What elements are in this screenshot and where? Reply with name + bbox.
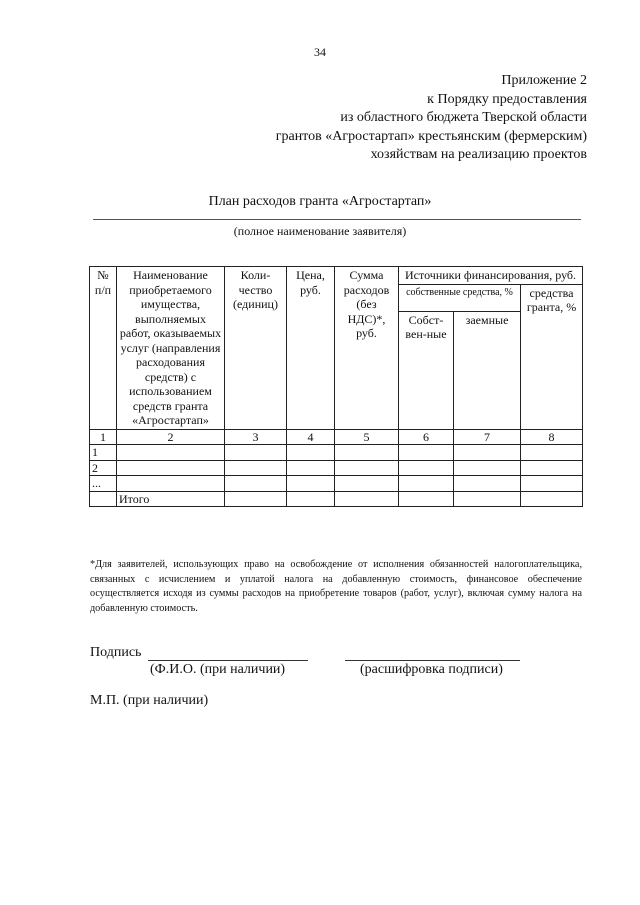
appendix-line: грантов «Агростартап» крестьянским (фермерским) <box>275 128 587 144</box>
table-row <box>90 460 583 476</box>
total-label: Итого <box>117 491 225 507</box>
table-cell <box>521 460 583 476</box>
table-cell <box>225 491 287 507</box>
table-cell <box>399 491 454 507</box>
table-cell <box>454 476 521 492</box>
table-cell <box>287 491 335 507</box>
table-cell <box>287 460 335 476</box>
appendix-line: хозяйствам на реализацию проектов <box>370 147 587 162</box>
signature-decode-line <box>345 660 520 661</box>
table-cell <box>335 491 399 507</box>
header-name: Наименование приобретаемого имущества, выполняемых работ, оказываемых услуг (направления расходования средств) с использованием средств гранта «Агростартап» <box>117 267 225 430</box>
header-price: Цена, руб. <box>287 267 335 430</box>
column-number: 2 <box>117 429 225 445</box>
table-cell <box>90 491 117 507</box>
appendix-line: к Порядку предоставления <box>427 91 587 107</box>
table-cell <box>287 476 335 492</box>
table-cell <box>117 460 225 476</box>
table-cell <box>335 445 399 461</box>
header-num: № п/п <box>90 267 117 430</box>
column-number: 4 <box>287 429 335 445</box>
table-cell <box>454 491 521 507</box>
applicant-caption: (полное наименование заявителя) <box>233 224 407 238</box>
table-cell <box>117 476 225 492</box>
footnote: *Для заявителей, использующих право на освобождение от исполнения обязанностей налогоплательщика, связанных с исчислением и уплатой налога на добавленную стоимость, финансовое обеспечение осуществляется исходя из суммы расходов на приобретение товаров (работ, услуг), включая сумму налога на добавленную стоимость. <box>90 559 582 614</box>
column-number: 5 <box>335 429 399 445</box>
table-cell <box>225 476 287 492</box>
table-cell <box>399 476 454 492</box>
header-own-loan: заемные <box>454 311 521 429</box>
table-cell <box>521 491 583 507</box>
header-qty: Коли-чество (единиц) <box>225 267 287 430</box>
appendix-line: Приложение 2 <box>501 73 587 88</box>
table-cell <box>117 445 225 461</box>
applicant-name-line <box>93 219 581 220</box>
column-number: 3 <box>225 429 287 445</box>
table-cell <box>287 445 335 461</box>
table-cell <box>335 476 399 492</box>
signature-fio-caption: (Ф.И.О. (при наличии) <box>150 662 286 677</box>
header-own-funds: собственные средства, % <box>399 284 521 311</box>
table-cell <box>225 445 287 461</box>
header-sources: Источники финансирования, руб. <box>399 267 583 285</box>
table-cell <box>225 460 287 476</box>
expense-plan-table <box>89 266 583 507</box>
page-number: 34 <box>314 45 326 59</box>
stamp-label: М.П. (при наличии) <box>90 693 209 708</box>
table-row <box>90 445 583 461</box>
table-cell <box>335 460 399 476</box>
appendix-header <box>276 72 587 165</box>
table-cell <box>521 476 583 492</box>
header-own-self: Собст-вен-ные <box>399 311 454 429</box>
table-cell <box>521 445 583 461</box>
column-number: 7 <box>454 429 521 445</box>
table-row-total <box>90 491 583 507</box>
row-number: ... <box>90 476 117 492</box>
table-cell <box>454 460 521 476</box>
table-cell <box>399 445 454 461</box>
signature-decode-caption: (расшифровка подписи) <box>360 662 503 677</box>
table-cell <box>399 460 454 476</box>
table-row <box>90 476 583 492</box>
column-number: 8 <box>521 429 583 445</box>
row-number: 2 <box>90 460 117 476</box>
signature-label: Подпись <box>90 645 142 660</box>
header-grant-funds: средства гранта, % <box>521 284 583 429</box>
table-cell <box>454 445 521 461</box>
column-number: 1 <box>90 429 117 445</box>
appendix-line: из областного бюджета Тверской области <box>340 110 587 125</box>
signature-line <box>148 660 308 661</box>
plan-title: План расходов гранта «Агростартап» <box>208 194 432 209</box>
column-number: 6 <box>399 429 454 445</box>
header-sum: Сумма расходов (без НДС)*, руб. <box>335 267 399 430</box>
row-number: 1 <box>90 445 117 461</box>
